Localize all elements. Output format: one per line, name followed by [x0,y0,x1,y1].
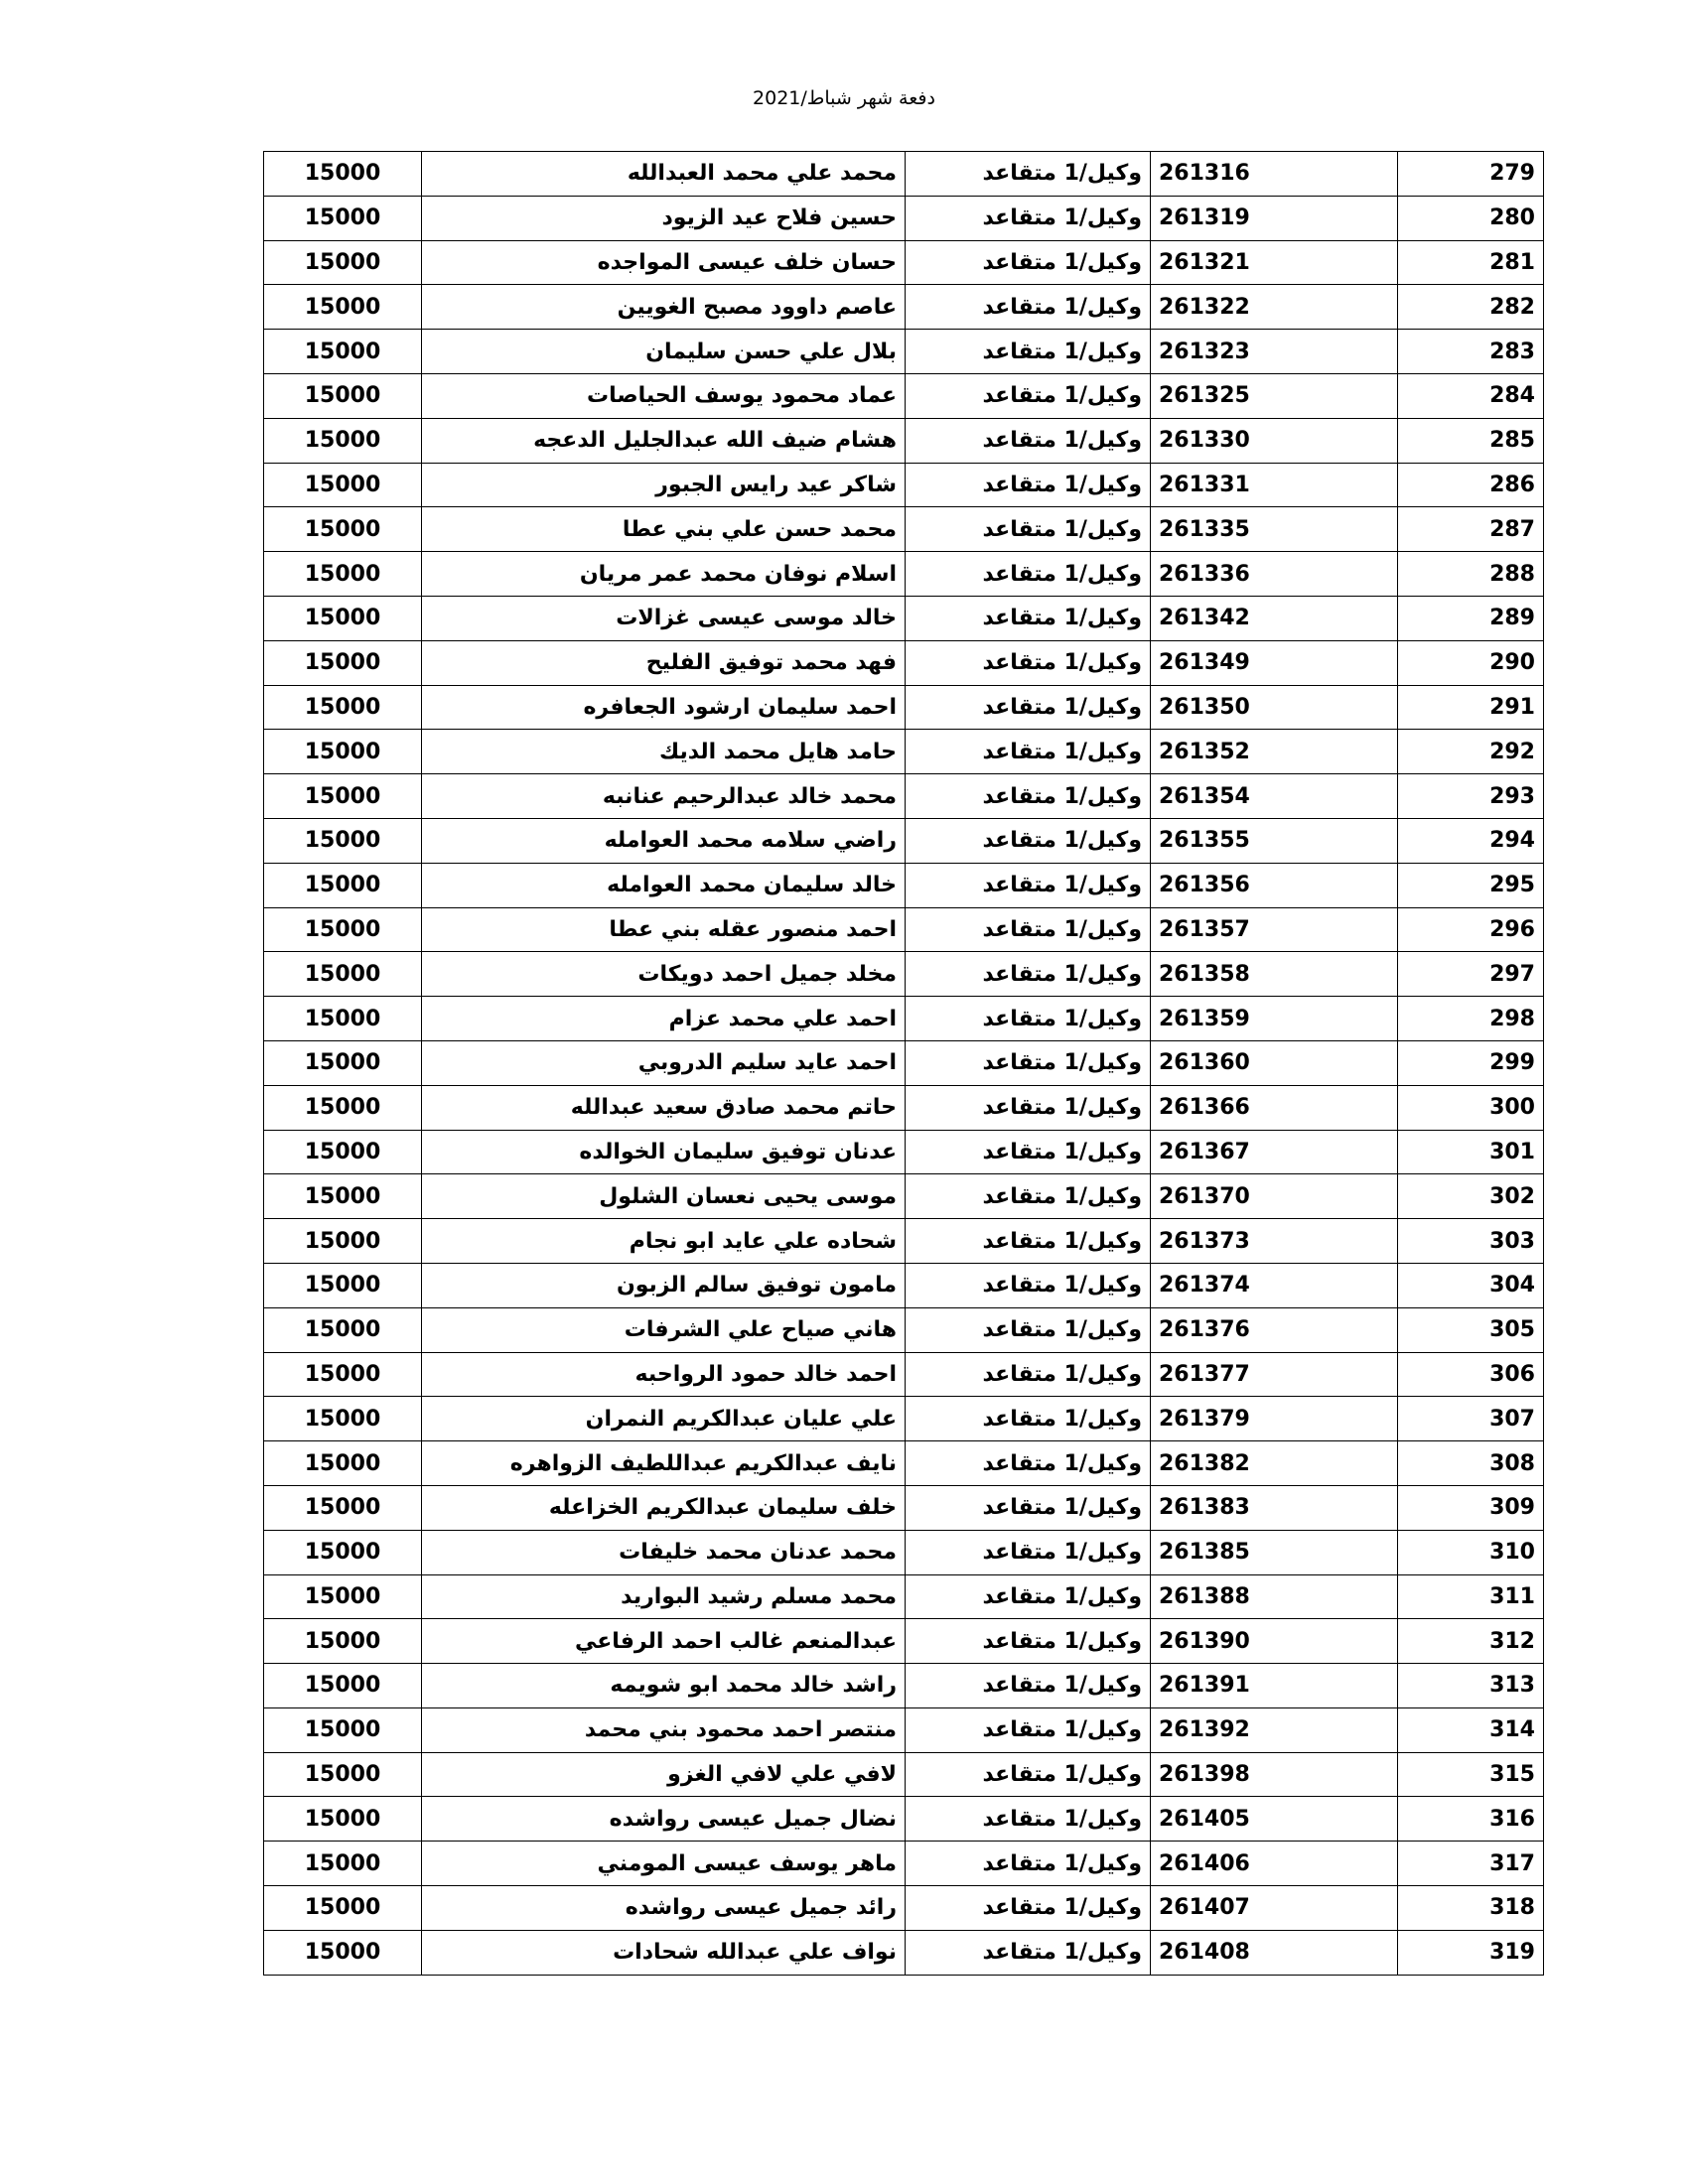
amount-cell: 15000 [264,1930,422,1975]
table-row [264,373,1544,418]
rank-cell: وكيل/1 متقاعد [906,685,1151,730]
military-number-cell: 261390 [1151,1619,1398,1664]
name-cell: خلف سليمان عبدالكريم الخزاعله [422,1485,906,1530]
military-number-cell: 261398 [1151,1752,1398,1797]
name-cell: اسلام نوفان محمد عمر مريان [422,552,906,597]
military-number-cell: 261405 [1151,1797,1398,1842]
serial-number-cell: 305 [1398,1307,1544,1352]
name-cell: فهد محمد توفيق الفليح [422,640,906,685]
rank-cell: وكيل/1 متقاعد [906,196,1151,240]
military-number-cell: 261360 [1151,1040,1398,1085]
table-row [264,507,1544,552]
name-cell: عماد محمود يوسف الحياصات [422,373,906,418]
military-number-cell: 261392 [1151,1707,1398,1752]
amount-cell: 15000 [264,1842,422,1886]
name-cell: راضي سلامه محمد العوامله [422,818,906,863]
serial-number-cell: 299 [1398,1040,1544,1085]
table-row [264,1263,1544,1307]
name-cell: محمد مسلم رشيد البواريد [422,1574,906,1619]
military-number-cell: 261357 [1151,907,1398,952]
amount-cell: 15000 [264,418,422,463]
table-row [264,1797,1544,1842]
rank-cell: وكيل/1 متقاعد [906,1307,1151,1352]
table-row [264,1707,1544,1752]
rank-cell: وكيل/1 متقاعد [906,1130,1151,1174]
serial-number-cell: 283 [1398,330,1544,374]
amount-cell: 15000 [264,463,422,507]
table-row [264,774,1544,819]
amount-cell: 15000 [264,730,422,774]
amount-cell: 15000 [264,1040,422,1085]
rank-cell: وكيل/1 متقاعد [906,1174,1151,1219]
table-row [264,907,1544,952]
military-number-cell: 261323 [1151,330,1398,374]
name-cell: شاكر عيد رايس الجبور [422,463,906,507]
amount-cell: 15000 [264,285,422,330]
serial-number-cell: 306 [1398,1352,1544,1397]
table-row [264,418,1544,463]
amount-cell: 15000 [264,863,422,907]
military-number-cell: 261388 [1151,1574,1398,1619]
table-row [264,152,1544,197]
military-number-cell: 261382 [1151,1441,1398,1486]
amount-cell: 15000 [264,596,422,640]
serial-number-cell: 281 [1398,240,1544,285]
table-row [264,596,1544,640]
rank-cell: وكيل/1 متقاعد [906,1530,1151,1574]
amount-cell: 15000 [264,1397,422,1441]
rank-cell: وكيل/1 متقاعد [906,1752,1151,1797]
table-row [264,1397,1544,1441]
military-number-cell: 261358 [1151,952,1398,997]
name-cell: منتصر احمد محمود بني محمد [422,1707,906,1752]
serial-number-cell: 279 [1398,152,1544,197]
rank-cell: وكيل/1 متقاعد [906,1842,1151,1886]
table-row [264,1842,1544,1886]
amount-cell: 15000 [264,507,422,552]
table-row [264,730,1544,774]
name-cell: خالد موسى عيسى غزالات [422,596,906,640]
amount-cell: 15000 [264,1797,422,1842]
table-row [264,1085,1544,1130]
military-number-cell: 261373 [1151,1219,1398,1264]
table-row [264,1930,1544,1975]
military-number-cell: 261331 [1151,463,1398,507]
table-row [264,1619,1544,1664]
serial-number-cell: 314 [1398,1707,1544,1752]
military-number-cell: 261342 [1151,596,1398,640]
rank-cell: وكيل/1 متقاعد [906,863,1151,907]
serial-number-cell: 311 [1398,1574,1544,1619]
serial-number-cell: 297 [1398,952,1544,997]
name-cell: عبدالمنعم غالب احمد الرفاعي [422,1619,906,1664]
rank-cell: وكيل/1 متقاعد [906,552,1151,597]
rank-cell: وكيل/1 متقاعد [906,1886,1151,1931]
military-number-cell: 261355 [1151,818,1398,863]
name-cell: ماهر يوسف عيسى المومني [422,1842,906,1886]
military-number-cell: 261336 [1151,552,1398,597]
payments-table-body [264,152,1544,1976]
payments-table [263,151,1544,1976]
amount-cell: 15000 [264,997,422,1041]
serial-number-cell: 309 [1398,1485,1544,1530]
rank-cell: وكيل/1 متقاعد [906,997,1151,1041]
page-title: دفعة شهر شباط/2021 [753,87,935,109]
rank-cell: وكيل/1 متقاعد [906,507,1151,552]
serial-number-cell: 302 [1398,1174,1544,1219]
amount-cell: 15000 [264,1485,422,1530]
military-number-cell: 261335 [1151,507,1398,552]
amount-cell: 15000 [264,552,422,597]
military-number-cell: 261356 [1151,863,1398,907]
rank-cell: وكيل/1 متقاعد [906,373,1151,418]
name-cell: محمد عدنان محمد خليفات [422,1530,906,1574]
amount-cell: 15000 [264,152,422,197]
rank-cell: وكيل/1 متقاعد [906,1040,1151,1085]
name-cell: نضال جميل عيسى رواشده [422,1797,906,1842]
rank-cell: وكيل/1 متقاعد [906,1441,1151,1486]
amount-cell: 15000 [264,952,422,997]
name-cell: حامد هايل محمد الديك [422,730,906,774]
rank-cell: وكيل/1 متقاعد [906,1219,1151,1264]
amount-cell: 15000 [264,1219,422,1264]
military-number-cell: 261316 [1151,152,1398,197]
serial-number-cell: 289 [1398,596,1544,640]
table-row [264,1441,1544,1486]
amount-cell: 15000 [264,1352,422,1397]
military-number-cell: 261367 [1151,1130,1398,1174]
rank-cell: وكيل/1 متقاعد [906,774,1151,819]
table-row [264,1130,1544,1174]
amount-cell: 15000 [264,330,422,374]
military-number-cell: 261370 [1151,1174,1398,1219]
name-cell: حسين فلاح عيد الزيود [422,196,906,240]
amount-cell: 15000 [264,1174,422,1219]
serial-number-cell: 286 [1398,463,1544,507]
table-row [264,1307,1544,1352]
amount-cell: 15000 [264,774,422,819]
amount-cell: 15000 [264,685,422,730]
table-row [264,1485,1544,1530]
military-number-cell: 261321 [1151,240,1398,285]
amount-cell: 15000 [264,240,422,285]
table-row [264,1352,1544,1397]
name-cell: راشد خالد محمد ابو شويمه [422,1664,906,1708]
rank-cell: وكيل/1 متقاعد [906,1397,1151,1441]
table-row [264,863,1544,907]
name-cell: مخلد جميل احمد دويكات [422,952,906,997]
name-cell: هاني صياح علي الشرفات [422,1307,906,1352]
rank-cell: وكيل/1 متقاعد [906,1664,1151,1708]
table-row [264,1219,1544,1264]
table-row [264,1174,1544,1219]
name-cell: موسى يحيى نعسان الشلول [422,1174,906,1219]
serial-number-cell: 282 [1398,285,1544,330]
rank-cell: وكيل/1 متقاعد [906,640,1151,685]
serial-number-cell: 315 [1398,1752,1544,1797]
amount-cell: 15000 [264,907,422,952]
amount-cell: 15000 [264,1263,422,1307]
name-cell: مامون توفيق سالم الزبون [422,1263,906,1307]
rank-cell: وكيل/1 متقاعد [906,463,1151,507]
name-cell: هشام ضيف الله عبدالجليل الدعجه [422,418,906,463]
amount-cell: 15000 [264,1886,422,1931]
serial-number-cell: 285 [1398,418,1544,463]
military-number-cell: 261330 [1151,418,1398,463]
rank-cell: وكيل/1 متقاعد [906,1352,1151,1397]
name-cell: محمد خالد عبدالرحيم عنانبه [422,774,906,819]
serial-number-cell: 312 [1398,1619,1544,1664]
amount-cell: 15000 [264,1664,422,1708]
table-row [264,1664,1544,1708]
military-number-cell: 261350 [1151,685,1398,730]
name-cell: احمد عايد سليم الدروبي [422,1040,906,1085]
military-number-cell: 261408 [1151,1930,1398,1975]
rank-cell: وكيل/1 متقاعد [906,1707,1151,1752]
serial-number-cell: 316 [1398,1797,1544,1842]
military-number-cell: 261322 [1151,285,1398,330]
table-row [264,1574,1544,1619]
table-row [264,640,1544,685]
serial-number-cell: 303 [1398,1219,1544,1264]
name-cell: بلال علي حسن سليمان [422,330,906,374]
name-cell: احمد منصور عقله بني عطا [422,907,906,952]
rank-cell: وكيل/1 متقاعد [906,818,1151,863]
military-number-cell: 261354 [1151,774,1398,819]
serial-number-cell: 294 [1398,818,1544,863]
serial-number-cell: 304 [1398,1263,1544,1307]
rank-cell: وكيل/1 متقاعد [906,952,1151,997]
serial-number-cell: 293 [1398,774,1544,819]
rank-cell: وكيل/1 متقاعد [906,240,1151,285]
rank-cell: وكيل/1 متقاعد [906,1085,1151,1130]
table-row [264,952,1544,997]
table-row [264,818,1544,863]
serial-number-cell: 290 [1398,640,1544,685]
table-row [264,1040,1544,1085]
table-row [264,1886,1544,1931]
military-number-cell: 261359 [1151,997,1398,1041]
military-number-cell: 261391 [1151,1664,1398,1708]
name-cell: محمد حسن علي بني عطا [422,507,906,552]
name-cell: احمد سليمان ارشود الجعافره [422,685,906,730]
name-cell: نواف علي عبدالله شحادات [422,1930,906,1975]
military-number-cell: 261383 [1151,1485,1398,1530]
name-cell: احمد علي محمد عزام [422,997,906,1041]
rank-cell: وكيل/1 متقاعد [906,730,1151,774]
table-row [264,330,1544,374]
serial-number-cell: 284 [1398,373,1544,418]
rank-cell: وكيل/1 متقاعد [906,1930,1151,1975]
name-cell: خالد سليمان محمد العوامله [422,863,906,907]
table-row [264,463,1544,507]
serial-number-cell: 288 [1398,552,1544,597]
rank-cell: وكيل/1 متقاعد [906,285,1151,330]
amount-cell: 15000 [264,1130,422,1174]
military-number-cell: 261374 [1151,1263,1398,1307]
military-number-cell: 261377 [1151,1352,1398,1397]
serial-number-cell: 280 [1398,196,1544,240]
serial-number-cell: 296 [1398,907,1544,952]
serial-number-cell: 301 [1398,1130,1544,1174]
amount-cell: 15000 [264,818,422,863]
rank-cell: وكيل/1 متقاعد [906,1619,1151,1664]
amount-cell: 15000 [264,1574,422,1619]
serial-number-cell: 287 [1398,507,1544,552]
serial-number-cell: 292 [1398,730,1544,774]
name-cell: حاتم محمد صادق سعيد عبدالله [422,1085,906,1130]
serial-number-cell: 318 [1398,1886,1544,1931]
rank-cell: وكيل/1 متقاعد [906,418,1151,463]
table-row [264,285,1544,330]
military-number-cell: 261379 [1151,1397,1398,1441]
serial-number-cell: 317 [1398,1842,1544,1886]
name-cell: عدنان توفيق سليمان الخوالده [422,1130,906,1174]
amount-cell: 15000 [264,1619,422,1664]
military-number-cell: 261319 [1151,196,1398,240]
name-cell: احمد خالد حمود الرواحبه [422,1352,906,1397]
table-row [264,997,1544,1041]
name-cell: رائد جميل عيسى رواشده [422,1886,906,1931]
rank-cell: وكيل/1 متقاعد [906,152,1151,197]
name-cell: علي عليان عبدالكريم النمران [422,1397,906,1441]
amount-cell: 15000 [264,1530,422,1574]
amount-cell: 15000 [264,1752,422,1797]
rank-cell: وكيل/1 متقاعد [906,1797,1151,1842]
amount-cell: 15000 [264,1441,422,1486]
name-cell: عاصم داوود مصبح الغويين [422,285,906,330]
table-row [264,196,1544,240]
military-number-cell: 261406 [1151,1842,1398,1886]
military-number-cell: 261325 [1151,373,1398,418]
name-cell: شحاده علي عايد ابو نجام [422,1219,906,1264]
name-cell: لافي علي لافي الغزو [422,1752,906,1797]
table-row [264,1752,1544,1797]
rank-cell: وكيل/1 متقاعد [906,907,1151,952]
rank-cell: وكيل/1 متقاعد [906,1485,1151,1530]
amount-cell: 15000 [264,196,422,240]
military-number-cell: 261352 [1151,730,1398,774]
amount-cell: 15000 [264,1307,422,1352]
serial-number-cell: 313 [1398,1664,1544,1708]
military-number-cell: 261366 [1151,1085,1398,1130]
rank-cell: وكيل/1 متقاعد [906,1574,1151,1619]
table-row [264,685,1544,730]
military-number-cell: 261376 [1151,1307,1398,1352]
serial-number-cell: 310 [1398,1530,1544,1574]
amount-cell: 15000 [264,640,422,685]
serial-number-cell: 308 [1398,1441,1544,1486]
table-row [264,240,1544,285]
name-cell: حسان خلف عيسى المواجده [422,240,906,285]
serial-number-cell: 291 [1398,685,1544,730]
amount-cell: 15000 [264,1707,422,1752]
name-cell: محمد علي محمد العبدالله [422,152,906,197]
serial-number-cell: 295 [1398,863,1544,907]
table-row [264,1530,1544,1574]
name-cell: نايف عبدالكريم عبداللطيف الزواهره [422,1441,906,1486]
serial-number-cell: 307 [1398,1397,1544,1441]
amount-cell: 15000 [264,1085,422,1130]
military-number-cell: 261349 [1151,640,1398,685]
rank-cell: وكيل/1 متقاعد [906,330,1151,374]
serial-number-cell: 319 [1398,1930,1544,1975]
serial-number-cell: 300 [1398,1085,1544,1130]
serial-number-cell: 298 [1398,997,1544,1041]
military-number-cell: 261407 [1151,1886,1398,1931]
military-number-cell: 261385 [1151,1530,1398,1574]
table-row [264,552,1544,597]
rank-cell: وكيل/1 متقاعد [906,1263,1151,1307]
rank-cell: وكيل/1 متقاعد [906,596,1151,640]
amount-cell: 15000 [264,373,422,418]
